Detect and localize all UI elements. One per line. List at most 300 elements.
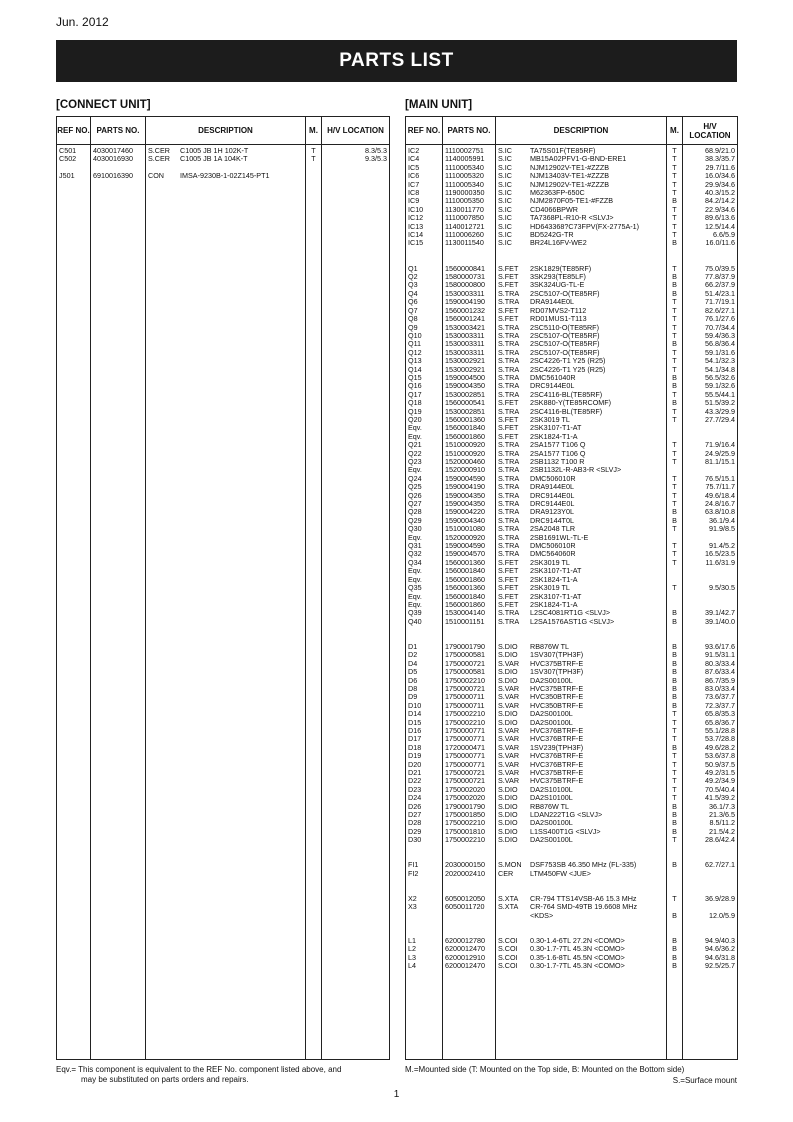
description: [496, 424, 667, 432]
part-type: S.TRA: [498, 458, 520, 466]
table-row: [406, 660, 738, 668]
ref-no: Q11: [406, 340, 443, 348]
description: [496, 744, 667, 752]
parts-no: 1510001151: [443, 618, 496, 626]
parts-no: 1110005340: [443, 164, 496, 172]
part-type: S.IC: [498, 155, 512, 164]
mount-side: T: [667, 181, 683, 189]
table-row: [406, 861, 738, 869]
parts-no: 1520000910: [443, 466, 496, 474]
description: [496, 450, 667, 458]
description: [496, 416, 667, 424]
mount-side: B: [667, 643, 683, 651]
description: [496, 685, 667, 693]
connect-unit-title: [CONNECT UNIT]: [56, 99, 151, 111]
table-row: [406, 424, 738, 432]
description: [496, 660, 667, 668]
spacer-row: [406, 248, 738, 256]
table-row: [406, 155, 738, 163]
mount-side: T: [667, 450, 683, 458]
description: [496, 307, 667, 315]
ref-no: Eqv.: [406, 534, 443, 542]
eqv-note-line-2: may be substituted on parts orders and repairs.: [81, 1075, 249, 1084]
mount-side: T: [667, 332, 683, 340]
description: [496, 189, 667, 197]
parts-no: 1560001860: [443, 576, 496, 584]
table-row: [406, 214, 738, 222]
ref-no: Q26: [406, 492, 443, 500]
table-row: [406, 576, 738, 584]
hv-location: 16.0/11.6: [683, 239, 738, 247]
part-type: S.TRA: [498, 298, 520, 307]
part-description: 2SB1691WL-TL-E: [530, 533, 589, 542]
description: [496, 542, 667, 550]
parts-no: 4030016930: [91, 155, 146, 163]
parts-no: 1530002851: [443, 408, 496, 416]
parts-no: 1530003311: [443, 340, 496, 348]
ref-no: D23: [406, 786, 443, 794]
mount-side: B: [667, 340, 683, 348]
mount-side: T: [667, 416, 683, 424]
part-type: S.FET: [498, 592, 519, 601]
hv-location: 76.5/15.1: [683, 475, 738, 483]
hv-location: 40.3/15.2: [683, 189, 738, 197]
ref-no: Q22: [406, 450, 443, 458]
parts-no: 1560001241: [443, 315, 496, 323]
mount-side: B: [667, 651, 683, 659]
hv-location: 87.6/33.4: [683, 668, 738, 676]
parts-no: 1750000771: [443, 761, 496, 769]
hv-location: 82.6/27.1: [683, 307, 738, 315]
parts-no: 1750000771: [443, 752, 496, 760]
table-row: [406, 273, 738, 281]
part-type: S.IC: [498, 239, 512, 248]
part-description: 2SK880-Y(TE85RCOMF): [530, 399, 612, 408]
spacer-row: [406, 635, 738, 643]
hv-location: 6.6/5.9: [683, 231, 738, 239]
part-description: HVC376BTRF-E: [530, 760, 584, 769]
part-description: 1SV239(TPH3F): [530, 743, 584, 752]
parts-no: 1560001360: [443, 584, 496, 592]
part-description: 2SK3019 TL: [530, 415, 570, 424]
mount-side: T: [667, 500, 683, 508]
hv-location: 59.1/31.6: [683, 349, 738, 357]
parts-no: 1110002751: [443, 145, 496, 156]
description: [496, 777, 667, 785]
ref-no: IC7: [406, 181, 443, 189]
hv-location: 80.3/33.4: [683, 660, 738, 668]
table-row: [406, 307, 738, 315]
ref-no: Q7: [406, 307, 443, 315]
hv-location: 49.6/28.2: [683, 744, 738, 752]
ref-no: D18: [406, 744, 443, 752]
parts-no: 1590004350: [443, 382, 496, 390]
mount-side: T: [667, 366, 683, 374]
mount-side: [667, 567, 683, 575]
hv-location: 54.1/34.8: [683, 366, 738, 374]
table-row: [406, 761, 738, 769]
parts-no: 1530003421: [443, 324, 496, 332]
mount-side: B: [667, 828, 683, 836]
table-row: [57, 155, 390, 163]
col-parts-header: PARTS NO.: [91, 117, 146, 145]
hv-location: 77.8/37.9: [683, 273, 738, 281]
table-row: [406, 391, 738, 399]
description: [496, 811, 667, 819]
mount-side: [667, 870, 683, 878]
description: [496, 500, 667, 508]
parts-no: 1530003311: [443, 290, 496, 298]
description: [496, 475, 667, 483]
hv-location: 49.6/18.4: [683, 492, 738, 500]
part-description: TA75S01F(TE85RF): [530, 146, 596, 155]
parts-no: 1530004140: [443, 609, 496, 617]
filler-row: [57, 181, 390, 1060]
col-ref-header: REF NO.: [57, 117, 91, 145]
description: [496, 366, 667, 374]
hv-location: 36.9/28.9: [683, 895, 738, 903]
hv-location: 65.8/35.3: [683, 710, 738, 718]
table-row: [406, 223, 738, 231]
description: [496, 483, 667, 491]
parts-no: 1790001790: [443, 803, 496, 811]
parts-no: 6050011720: [443, 903, 496, 920]
hv-location: [322, 172, 390, 180]
part-type: S.FET: [498, 600, 519, 609]
description: [496, 677, 667, 685]
description: [496, 231, 667, 239]
part-type: S.VAR: [498, 769, 520, 777]
ref-no: C502: [57, 155, 91, 163]
description: [496, 441, 667, 449]
parts-no: 1510000920: [443, 441, 496, 449]
description: [496, 281, 667, 289]
description: [496, 357, 667, 365]
parts-no: 1560000841: [443, 265, 496, 273]
parts-no: 1750000721: [443, 777, 496, 785]
hv-location: 38.3/35.7: [683, 155, 738, 163]
mount-side: T: [667, 761, 683, 769]
part-description: NJM13403V-TE1-#ZZZB: [530, 172, 610, 181]
mount-side: T: [306, 145, 322, 156]
part-type: S.CER: [148, 146, 170, 155]
part-type: S.IC: [498, 231, 512, 240]
mount-side: B: [667, 660, 683, 668]
part-type: S.VAR: [498, 743, 520, 752]
table-row: [406, 786, 738, 794]
part-type: S.DIO: [498, 651, 518, 660]
mount-side: B: [667, 508, 683, 516]
ref-no: Q8: [406, 315, 443, 323]
description: [496, 719, 667, 727]
hv-location: 91.5/31.1: [683, 651, 738, 659]
ref-no: Q34: [406, 559, 443, 567]
mount-side: T: [667, 483, 683, 491]
description: [496, 332, 667, 340]
description: [496, 962, 667, 970]
part-description: 2SK1824-T1-A: [530, 600, 578, 609]
part-description: BR24L16FV-WE2: [530, 239, 587, 248]
mount-side: T: [667, 777, 683, 785]
ref-no: Q17: [406, 391, 443, 399]
ref-no: IC8: [406, 189, 443, 197]
parts-no: 1510000920: [443, 450, 496, 458]
part-description: 2SC5110-O(TE85RF): [530, 323, 599, 332]
part-type: S.DIO: [498, 718, 518, 727]
parts-no: 1750000711: [443, 693, 496, 701]
part-description: CR-794 TTS14VSB-A6 15.3 MHz: [530, 895, 637, 904]
mount-side: T: [667, 719, 683, 727]
mount-side: B: [667, 239, 683, 247]
part-type: S.FET: [498, 399, 519, 408]
parts-no: 1750000721: [443, 769, 496, 777]
part-description: L2SC4081RT1G <SLVJ>: [530, 609, 611, 618]
table-row: [406, 811, 738, 819]
mount-side: T: [667, 458, 683, 466]
ref-no: D8: [406, 685, 443, 693]
part-type: S.XTA: [498, 895, 519, 904]
description: [496, 181, 667, 189]
mount-side: T: [667, 542, 683, 550]
hv-location: 72.3/37.7: [683, 702, 738, 710]
hv-location: 91.9/8.5: [683, 525, 738, 533]
col-location-header: H/V LOCATION: [322, 117, 390, 145]
table-row: [406, 794, 738, 802]
part-type: S.VAR: [498, 752, 520, 761]
description: [496, 324, 667, 332]
mount-side: T: [667, 408, 683, 416]
part-description: 2SB1132L-R-AB3-R <SLVJ>: [530, 466, 622, 475]
mount-side: B: [667, 962, 683, 970]
part-type: S.FET: [498, 415, 519, 424]
ref-no: Q2: [406, 273, 443, 281]
hv-location: [683, 534, 738, 542]
part-description: 1SV307(TPH3F): [530, 651, 584, 660]
part-type: S.VAR: [498, 701, 520, 710]
part-description: 2SA2048 TLR: [530, 525, 576, 534]
part-description: 2SC4226-T1 Y25 (R25): [530, 365, 606, 374]
description: [496, 525, 667, 533]
part-description: IMSA-9230B-1-02Z145-PT1: [180, 172, 270, 181]
table-row: [406, 769, 738, 777]
part-description: DA2S00100L: [530, 710, 573, 719]
ref-no: D17: [406, 735, 443, 743]
part-description: NJM12902V-TE1-#ZZZB: [530, 163, 610, 172]
part-description: DRC9144E0L: [530, 382, 575, 391]
ref-no: Q29: [406, 517, 443, 525]
mount-side: [667, 576, 683, 584]
hv-location: 28.6/42.4: [683, 836, 738, 844]
mount-side: [667, 534, 683, 542]
ref-no: L2: [406, 945, 443, 953]
ref-no: Q27: [406, 500, 443, 508]
mount-side: T: [667, 164, 683, 172]
hv-location: 49.2/34.9: [683, 777, 738, 785]
mount-side: B: [667, 937, 683, 945]
hv-location: 75.0/39.5: [683, 265, 738, 273]
part-description: HVC375BTRF-E: [530, 777, 584, 786]
part-description: HVC375BTRF-E: [530, 659, 584, 668]
mount-side: B: [667, 609, 683, 617]
ref-no: D14: [406, 710, 443, 718]
hv-location: [683, 870, 738, 878]
ref-no: FI1: [406, 861, 443, 869]
ref-no: Q35: [406, 584, 443, 592]
part-type: S.IC: [498, 197, 512, 206]
description: [496, 223, 667, 231]
table-row: [406, 525, 738, 533]
ref-no: D22: [406, 777, 443, 785]
part-description: HD643368?C73FPV(FX-2775A-1): [530, 222, 640, 231]
part-type: S.TRA: [498, 516, 520, 525]
hv-location: 24.8/16.7: [683, 500, 738, 508]
hv-location: 24.9/25.9: [683, 450, 738, 458]
surface-mount-footnote: S.=Surface mount: [672, 1076, 737, 1085]
description: [496, 601, 667, 609]
part-description: DA2S00100L: [530, 676, 573, 685]
part-description: DMC506010R: [530, 474, 576, 483]
mount-side: B: [667, 744, 683, 752]
hv-location: 21.5/4.2: [683, 828, 738, 836]
ref-no: Q30: [406, 525, 443, 533]
part-type: S.VAR: [498, 693, 520, 702]
mount-side: B: [667, 281, 683, 289]
ref-no: D10: [406, 702, 443, 710]
hv-location: 91.4/5.2: [683, 542, 738, 550]
table-row: [406, 584, 738, 592]
hv-location: 39.1/40.0: [683, 618, 738, 626]
table-row: [406, 559, 738, 567]
mount-side: T: [667, 214, 683, 222]
part-type: S.DIO: [498, 710, 518, 719]
mount-side: B: [667, 693, 683, 701]
table-row: [406, 231, 738, 239]
ref-no: Q39: [406, 609, 443, 617]
description: [496, 668, 667, 676]
part-description: MB15A02PFV1-G-BND-ERE1: [530, 155, 627, 164]
parts-no: 1560001232: [443, 307, 496, 315]
part-type: S.TRA: [498, 449, 520, 458]
part-description: DRA9144E0L: [530, 298, 574, 307]
part-type: S.TRA: [498, 340, 520, 349]
description: [496, 508, 667, 516]
mount-side: T: [667, 584, 683, 592]
hv-location: 56.5/32.6: [683, 374, 738, 382]
mount-side: T: [667, 206, 683, 214]
hv-location: 12.0/5.9: [683, 903, 738, 920]
parts-no: 1130011540: [443, 239, 496, 247]
part-type: S.COI: [498, 953, 518, 962]
table-row: [406, 281, 738, 289]
table-row: [406, 450, 738, 458]
part-description: DRC9144E0L: [530, 491, 575, 500]
connect-unit-table: [56, 116, 390, 1060]
parts-no: 1530003311: [443, 349, 496, 357]
part-type: S.TRA: [498, 533, 520, 542]
mount-side: B: [667, 803, 683, 811]
hv-location: 94.6/36.2: [683, 945, 738, 953]
spacer-row: [406, 256, 738, 264]
part-description: HVC350BTRF-E: [530, 693, 584, 702]
part-description: C1005 JB 1A 104K-T: [180, 155, 248, 164]
description: [496, 197, 667, 205]
hv-location: 94.9/40.3: [683, 937, 738, 945]
hv-location: 59.4/36.3: [683, 332, 738, 340]
table-row: [406, 803, 738, 811]
part-type: S.COI: [498, 937, 518, 946]
parts-no: 1520000460: [443, 458, 496, 466]
ref-no: Q32: [406, 550, 443, 558]
description: [496, 693, 667, 701]
part-description: DA2S10100L: [530, 794, 573, 803]
table-row: [406, 836, 738, 844]
mount-side: T: [667, 298, 683, 306]
table-row: [406, 181, 738, 189]
part-type: S.TRA: [498, 491, 520, 500]
hv-location: 8.3/5.3: [322, 145, 390, 156]
parts-no: 1530002921: [443, 366, 496, 374]
hv-location: 65.8/36.7: [683, 719, 738, 727]
parts-no: 1580000800: [443, 281, 496, 289]
hv-location: [683, 576, 738, 584]
parts-no: 1140012721: [443, 223, 496, 231]
ref-no: D21: [406, 769, 443, 777]
filler-row: [406, 971, 738, 1060]
parts-no: 1110005350: [443, 197, 496, 205]
page-title: PARTS LIST: [56, 40, 737, 82]
part-type: S.FET: [498, 432, 519, 441]
parts-no: 1750000711: [443, 702, 496, 710]
part-type: S.TRA: [498, 382, 520, 391]
mount-side: B: [667, 954, 683, 962]
parts-no: 1590004350: [443, 492, 496, 500]
ref-no: Q25: [406, 483, 443, 491]
mount-side: B: [667, 273, 683, 281]
part-description: 3SK324UG-TL-E: [530, 281, 585, 290]
part-description: RB876W TL: [530, 642, 570, 651]
mount-side: T: [667, 307, 683, 315]
part-type: S.DIO: [498, 642, 518, 651]
table-row: [406, 290, 738, 298]
part-description: RD07MVS2-T112: [530, 306, 587, 315]
parts-no: 1510001080: [443, 525, 496, 533]
mount-side: B: [667, 702, 683, 710]
part-type: S.TRA: [498, 542, 520, 551]
part-type: S.DIO: [498, 785, 518, 794]
description: [496, 870, 667, 878]
part-type: S.DIO: [498, 794, 518, 803]
part-type: S.IC: [498, 172, 512, 181]
part-type: S.DIO: [498, 819, 518, 828]
col-description-header: DESCRIPTION: [496, 117, 667, 145]
hv-location: 68.9/21.0: [683, 145, 738, 156]
hv-location: 55.1/28.8: [683, 727, 738, 735]
parts-no: 2030000150: [443, 861, 496, 869]
mount-side: [667, 601, 683, 609]
description: [496, 315, 667, 323]
parts-no: 1530002921: [443, 357, 496, 365]
hv-location: 94.6/31.8: [683, 954, 738, 962]
hv-location: 29.7/11.6: [683, 164, 738, 172]
hv-location: 71.7/19.1: [683, 298, 738, 306]
description: [496, 374, 667, 382]
description: [146, 172, 306, 180]
table-row: [406, 777, 738, 785]
mount-side: B: [667, 685, 683, 693]
ref-no: Q16: [406, 382, 443, 390]
description: [496, 458, 667, 466]
spacer-row: [406, 845, 738, 853]
